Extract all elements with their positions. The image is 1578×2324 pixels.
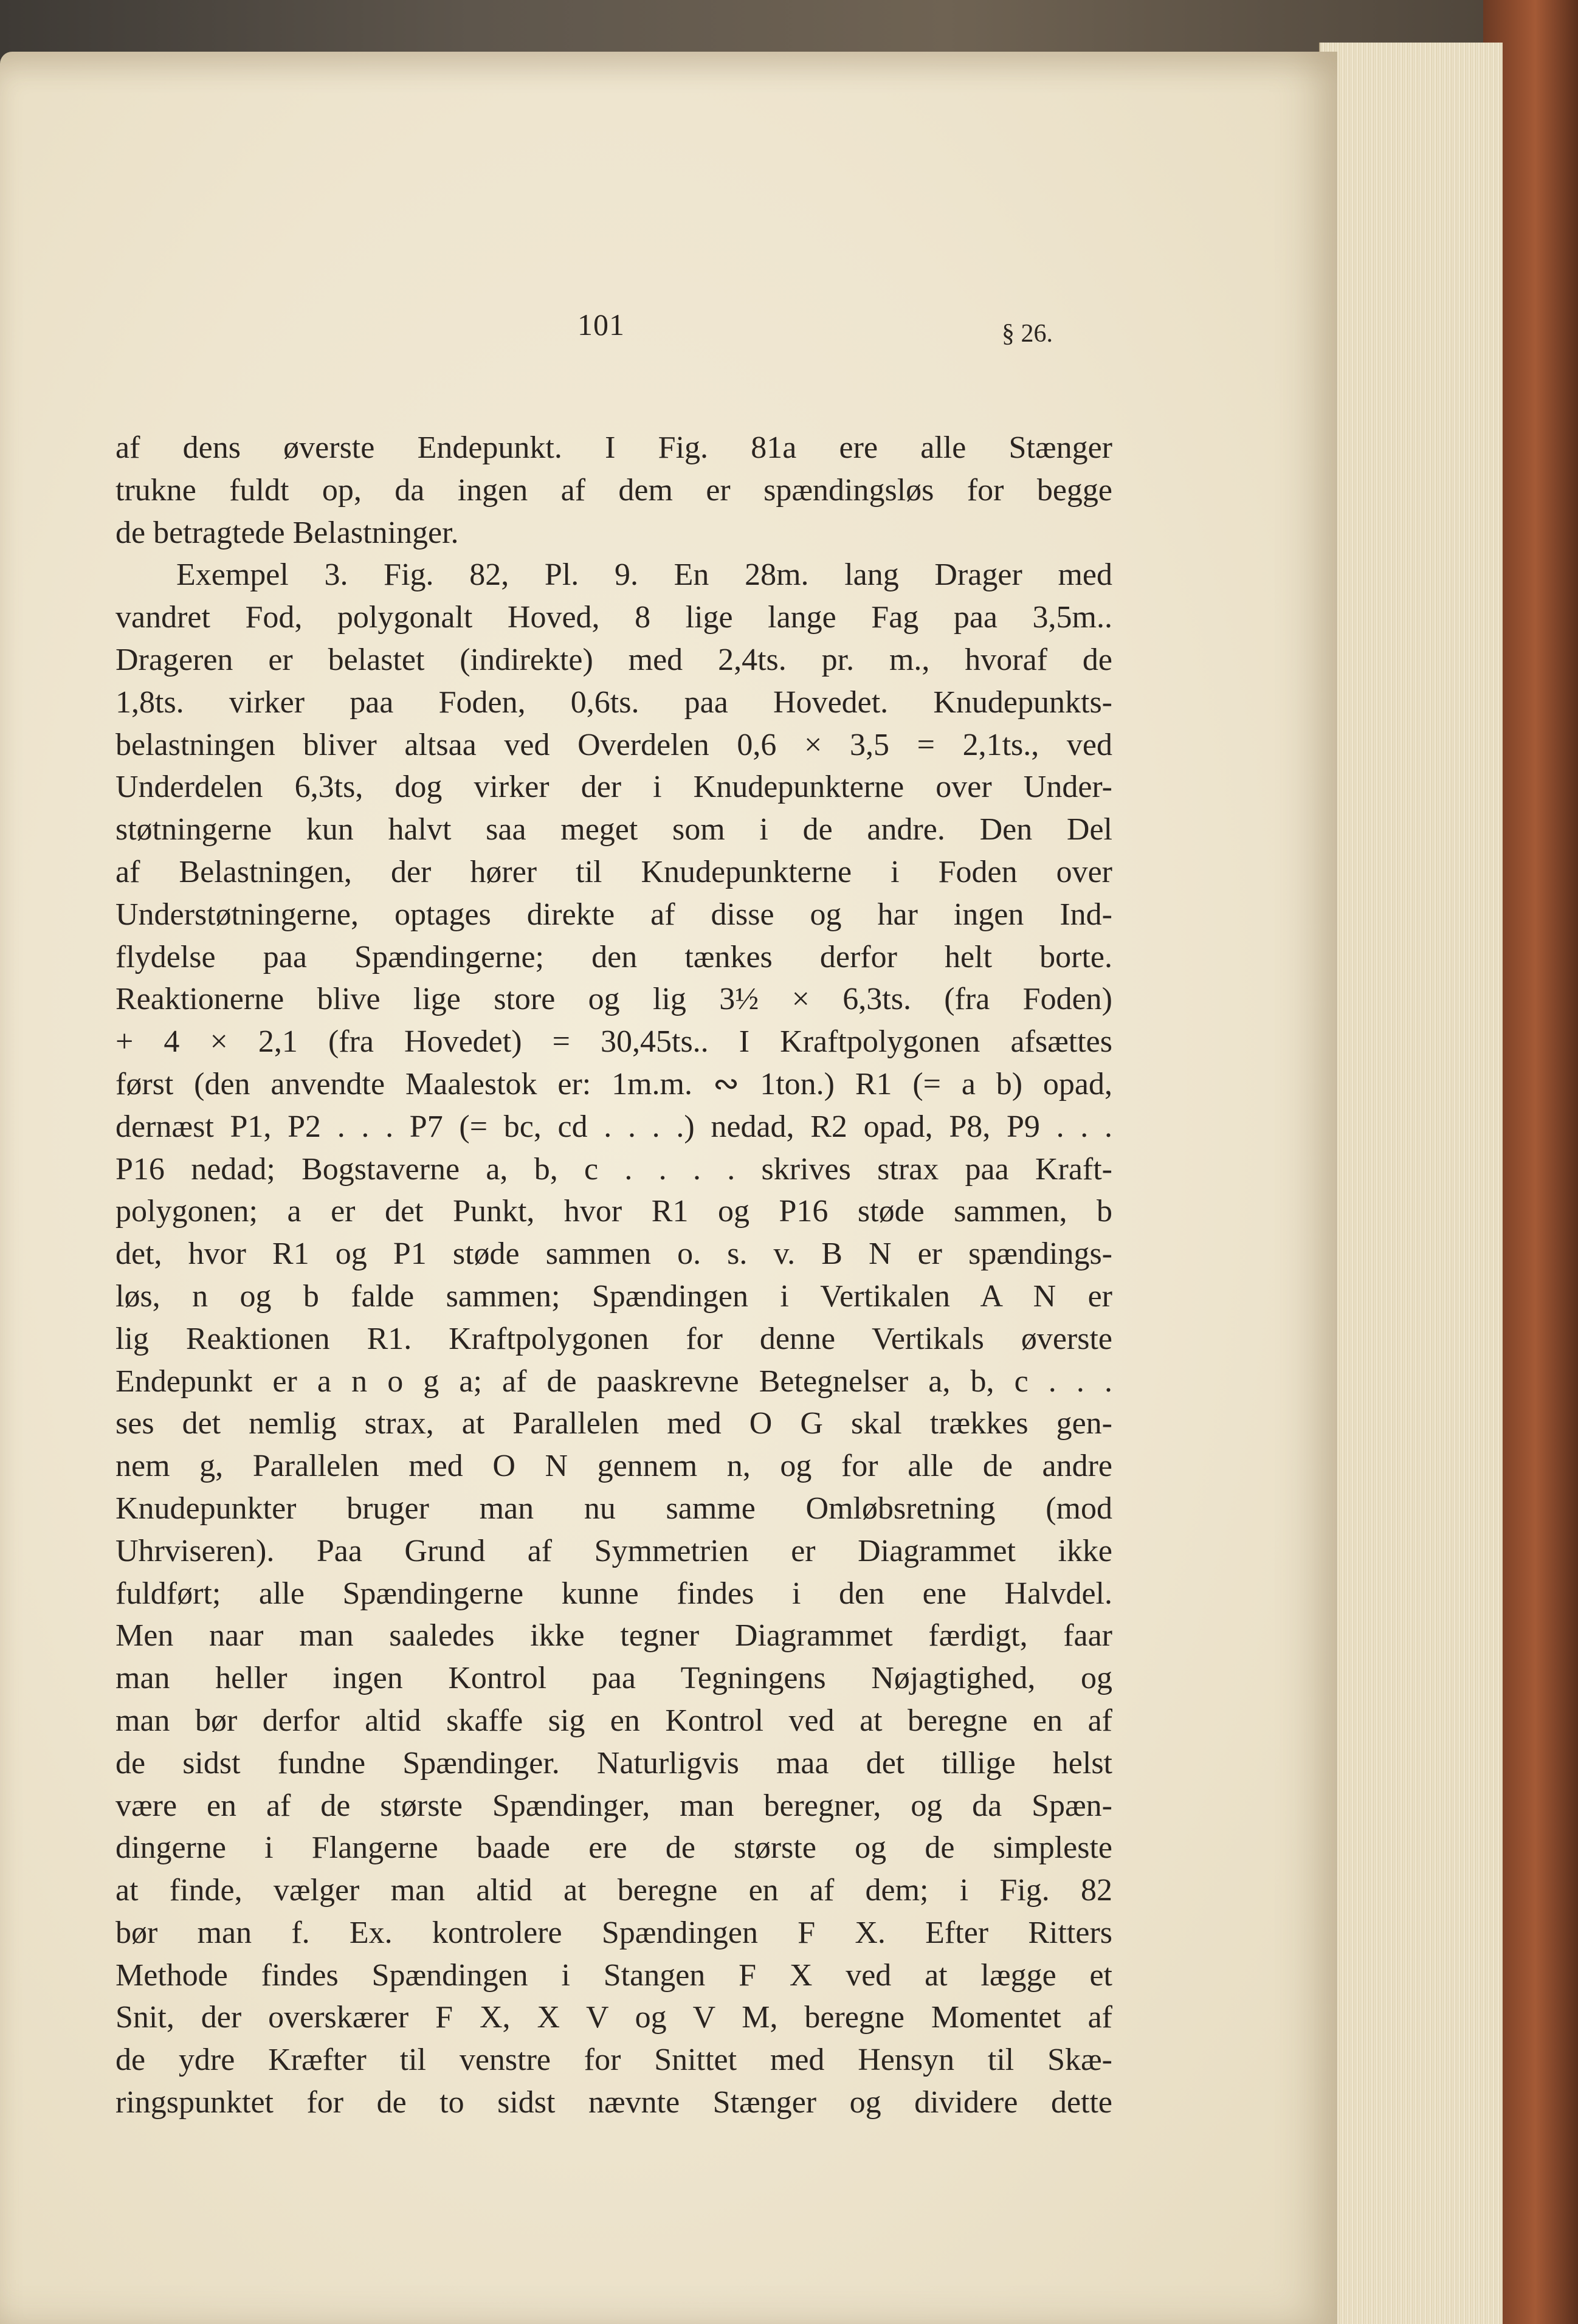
section-mark: § 26. [1002,320,1053,348]
text-line: fuldført; alle Spændingerne kunne findes i den ene Halvdel. [115,1576,1112,1611]
text-line: vandret Fod, polygonalt Hoved, 8 lige lange Fag paa 3,5m.. [115,600,1112,635]
text-line: dingerne i Flangerne baade ere de største og de simpleste [115,1830,1112,1866]
text-line: Reaktionerne blive lige store og lig 3½ × 6,3ts. (fra Foden) [115,982,1112,1017]
text-line: Men naar man saaledes ikke tegner Diagrammet færdigt, faar [115,1618,1112,1653]
text-line: bør man f. Ex. kontrolere Spændingen F X. Efter Ritters [115,1915,1112,1950]
text-line: de sidst fundne Spændinger. Naturligvis maa det tillige helst [115,1745,1112,1781]
text-line: man heller ingen Kontrol paa Tegningens Nøjagtighed, og [115,1661,1112,1696]
text-line: ringspunktet for de to sidst nævnte Stænger og dividere dette [115,2085,1112,2120]
text-line: af dens øverste Endepunkt. I Fig. 81a ere alle Stænger [115,430,1112,465]
text-line: at finde, vælger man altid at beregne en af dem; i Fig. 82 [115,1873,1112,1908]
text-line: det, hvor R1 og P1 støde sammen o. s. v. B N er spændings- [115,1236,1112,1272]
text-line: flydelse paa Spændingerne; den tænkes derfor helt borte. [115,939,1112,974]
text-line: P16 nedad; Bogstaverne a, b, c . . . . skrives strax paa Kraft- [115,1151,1112,1187]
text-line: Drageren er belastet (indirekte) med 2,4ts. pr. m., hvoraf de [115,642,1112,677]
text-line: Snit, der overskærer F X, X V og V M, beregne Momentet af [115,2000,1112,2035]
text-line: løs, n og b falde sammen; Spændingen i Vertikalen A N er [115,1278,1112,1314]
text-line: være en af de største Spændinger, man beregner, og da Spæn- [115,1788,1112,1823]
text-line: støtningerne kun halvt saa meget som i de andre. Den Del [115,812,1112,847]
text-line: Understøtningerne, optages direkte af disse og har ingen Ind- [115,897,1112,932]
book-page [0,52,1337,2324]
text-line: + 4 × 2,1 (fra Hovedet) = 30,45ts.. I Kraftpolygonen afsættes [115,1024,1112,1060]
page-number: 101 [577,308,625,342]
text-line: lig Reaktionen R1. Kraftpolygonen for denne Vertikals øverste [115,1321,1112,1356]
text-line: de betragtede Belastninger. [115,515,459,550]
text-line: belastningen bliver altsaa ved Overdelen 0,6 × 3,5 = 2,1ts., ved [115,727,1112,762]
text-line: Knudepunkter bruger man nu samme Omløbsretning (mod [115,1491,1112,1526]
text-line: Exempel 3. Fig. 82, Pl. 9. En 28m. lang Drager med [176,557,1112,593]
text-line: trukne fuldt op, da ingen af dem er spændingsløs for begge [115,472,1112,508]
text-line: nem g, Parallelen med O N gennem n, og for alle de andre [115,1449,1112,1484]
text-line: man bør derfor altid skaffe sig en Kontrol ved at beregne en af [115,1703,1112,1738]
text-line: Uhrviseren). Paa Grund af Symmetrien er Diagrammet ikke [115,1533,1112,1568]
text-line: først (den anvendte Maalestok er: 1m.m. ∾ 1ton.) R1 (= a b) opad, [115,1066,1112,1102]
text-line: af Belastningen, der hører til Knudepunkterne i Foden over [115,854,1112,889]
page-stack-edges [1319,43,1503,2324]
text-line: dernæst P1, P2 . . . P7 (= bc, cd . . . .) nedad, R2 opad, P8, P9 . . . [115,1109,1112,1144]
body-text [115,427,1112,2124]
text-line: Underdelen 6,3ts, dog virker der i Knudepunkterne over Under- [115,770,1112,805]
text-line: Methode findes Spændingen i Stangen F X ved at lægge et [115,1957,1112,1993]
text-line: polygonen; a er det Punkt, hvor R1 og P16 støde sammen, b [115,1194,1112,1229]
page-header [0,307,1337,356]
text-line: Endepunkt er a n o g a; af de paaskrevne Betegnelser a, b, c . . . [115,1364,1112,1399]
text-line: de ydre Kræfter til venstre for Snittet med Hensyn til Skæ- [115,2043,1112,2078]
text-line: 1,8ts. virker paa Foden, 0,6ts. paa Hovedet. Knudepunkts- [115,684,1112,720]
text-line: ses det nemlig strax, at Parallelen med O G skal trækkes gen- [115,1406,1112,1441]
